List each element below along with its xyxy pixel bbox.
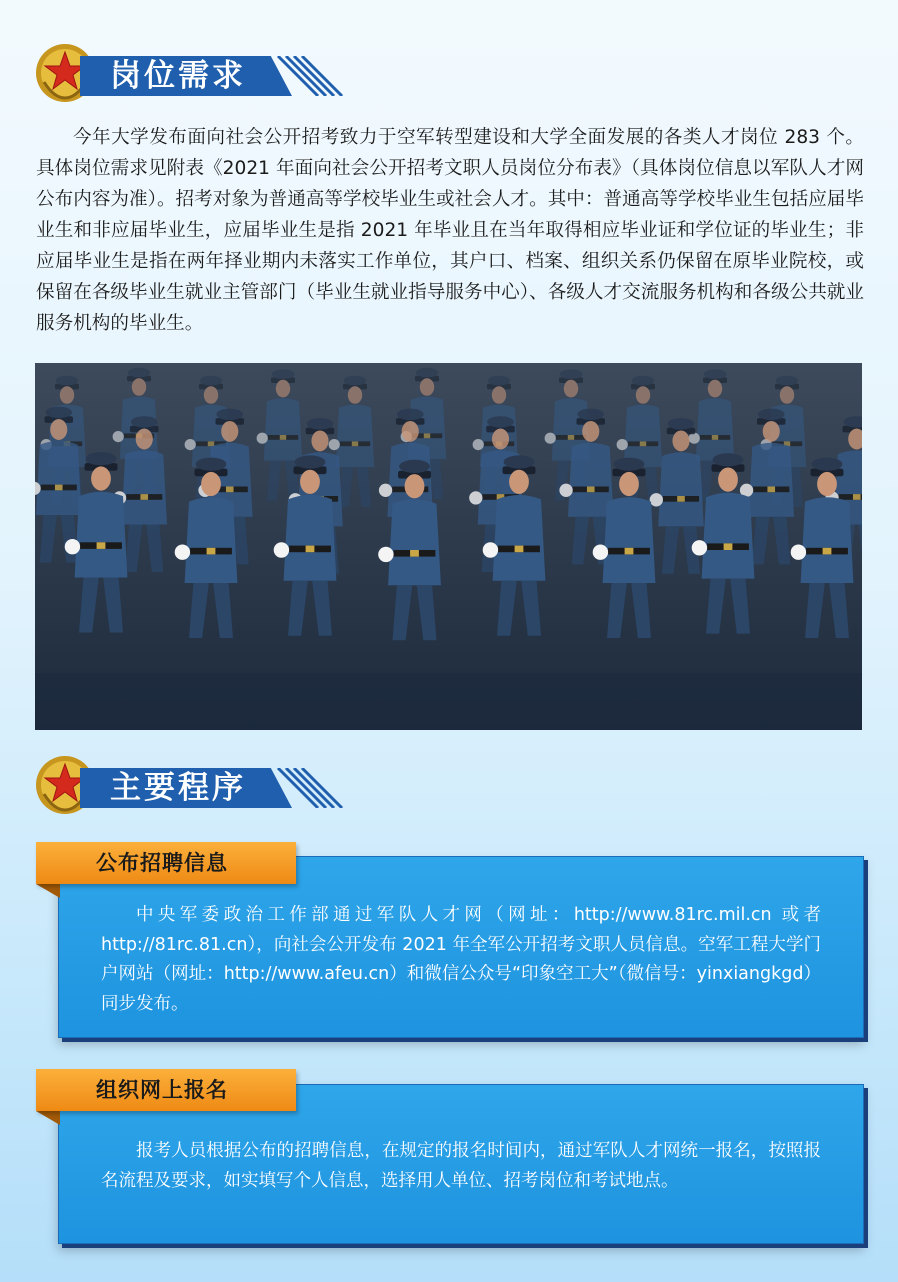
step-label: 公布招聘信息 xyxy=(96,851,228,875)
section-title: 岗位需求 xyxy=(110,58,246,94)
step-label: 组织网上报名 xyxy=(96,1078,228,1102)
diagonal-stripes-icon xyxy=(264,56,344,96)
step-tab-publish xyxy=(36,842,296,884)
step-tab-register xyxy=(36,1069,296,1111)
step-text: 报考人员根据公布的招聘信息，在规定的报名时间内，通过军队人才网统一报名，按照报名流程及要求，如实填写个人信息，选择用人单位、招考岗位和考试地点。 xyxy=(101,1141,821,1191)
section-header-procedure xyxy=(34,758,344,822)
step-text: 中央军委政治工作部通过军队人才网（网址：http://www.81rc.mil.cn 或者 http://81rc.81.cn），向社会公开发布 2021 年全军公开招考文职人员信息。空军工程大学门户网站（网址：http://www.afeu.cn）和微信公众号“印象空工大”（微信号：yinxiangkgd）同步发布。 xyxy=(101,905,821,1014)
tab-fold xyxy=(36,884,60,898)
tab-fold xyxy=(36,1111,60,1125)
requirements-paragraph: 今年大学发布面向社会公开招考致力于空军转型建设和大学全面发展的各类人才岗位 283 个。具体岗位需求见附表《2021 年面向社会公开招考文职人员岗位分布表》（具体岗位信息以军队人才网公布内容为准）。招考对象为普通高等学校毕业生或社会人才。其中：普通高等学校毕业生包括应届毕业生和非应届毕业生，应届毕业生是指 2021 年毕业且在当年取得相应毕业证和学位证的毕业生；非应届毕业生是指在两年择业期内未落实工作单位，其户口、档案、组织关系仍保留在原毕业院校，或保留在各级毕业生就业主管部门（毕业生就业指导服务中心）、各级人才交流服务机构和各级公共就业服务机构的毕业生。 xyxy=(36,127,864,334)
diagonal-stripes-icon xyxy=(264,768,344,808)
section-title: 主要程序 xyxy=(110,770,246,806)
section-header-requirements xyxy=(34,46,344,110)
parade-photo xyxy=(35,363,862,730)
